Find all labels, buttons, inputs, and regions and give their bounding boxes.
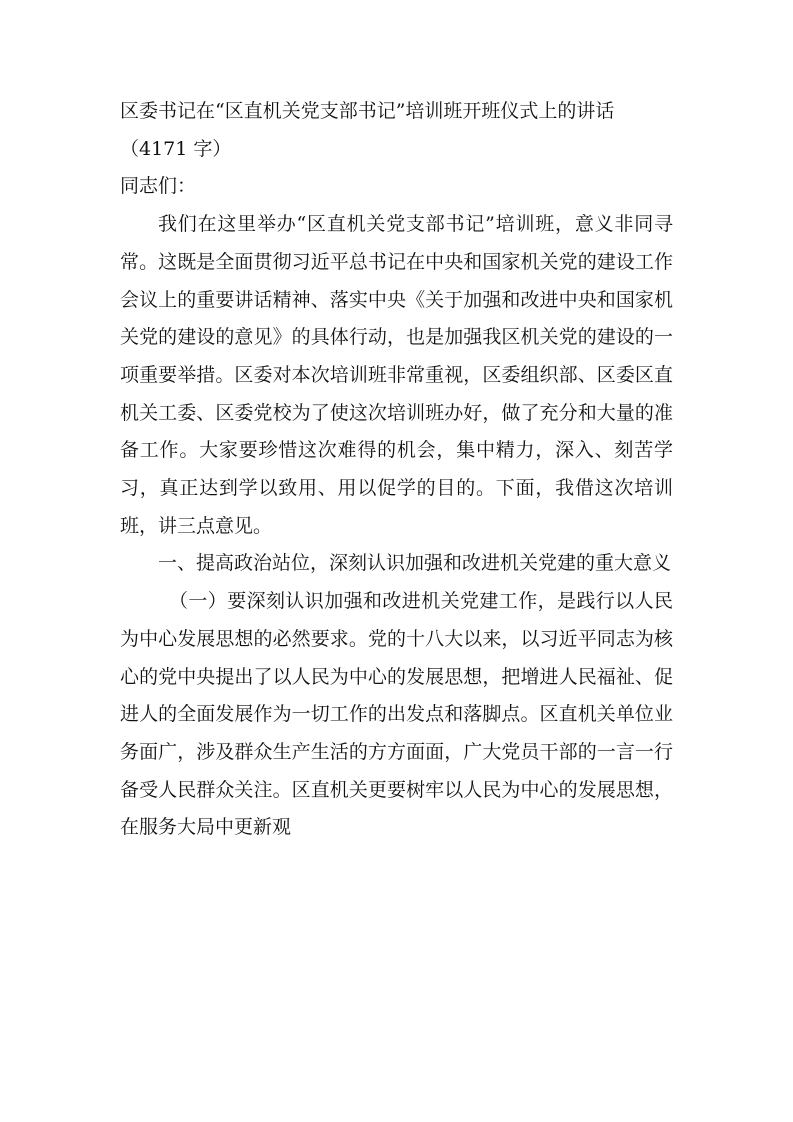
document-body	[120, 93, 673, 847]
subsection-one-paragraph: （一）要深刻认识加强和改进机关党建工作，是践行以人民为中心发展思想的必然要求。党的十八大以来，以习近平同志为核心的党中央提出了以人民为中心的发展思想，把增进人民福祉、促进人的全面发展作为一切工作的出发点和落脚点。区直机关单位业务面广，涉及群众生产生活的方方面面，广大党员干部的一言一行备受人民群众关注。区直机关更要树牢以人民为中心的发展思想，在服务大局中更新观	[120, 590, 673, 839]
word-count: （4171 字）	[120, 137, 232, 160]
section-one-heading: 一、提高政治站位，深刻认识加强和改进机关党建的重大意义	[158, 552, 672, 575]
title-text: 区委书记在“区直机关党支部书记”培训班开班仪式上的讲话	[120, 100, 615, 122]
salutation: 同志们：	[120, 175, 197, 198]
intro-paragraph: 我们在这里举办“区直机关党支部书记”培训班，意义非同寻常。这既是全面贯彻习近平总书记在中央和国家机关党的建设工作会议上的重要讲话精神、落实中央《关于加强和改进中央和国家机关党的建设的意见》的具体行动，也是加强我区机关党的建设的一项重要举措。区委对本次培训班非常重视，区委组织部、区委区直机关工委、区委党校为了使这次培训班办好，做了充分和大量的准备工作。大家要珍惜这次难得的机会，集中精力，深入、刻苦学习，真正达到学以致用、用以促学的目的。下面，我借这次培训班，讲三点意见。	[120, 213, 673, 537]
document-title	[120, 93, 673, 168]
